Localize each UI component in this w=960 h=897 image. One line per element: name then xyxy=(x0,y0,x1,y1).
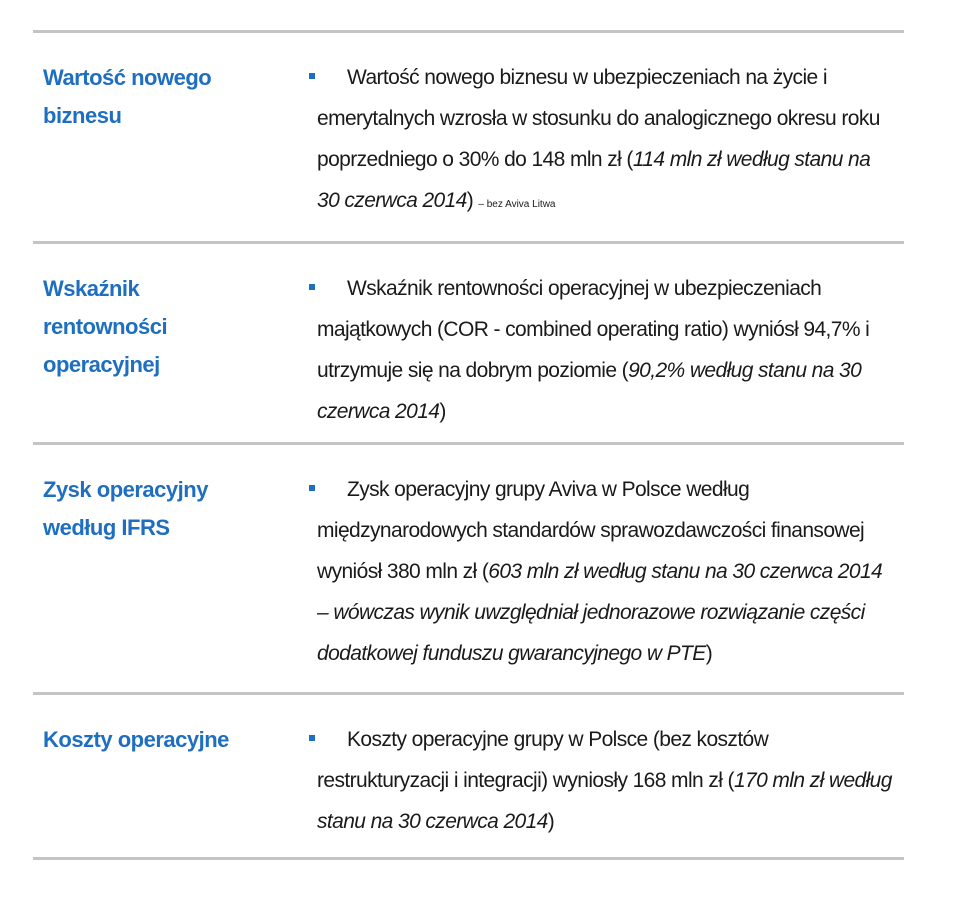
description-closing: ) xyxy=(466,189,479,212)
table-bottom-rule xyxy=(33,857,904,860)
description-italic: 90,2% według stanu na 30 czerwca 2014 xyxy=(317,359,862,423)
row-label: Zysk operacyjny według IFRS xyxy=(43,477,208,540)
table-row-new-business-value xyxy=(33,33,904,241)
description-text: Wskaźnik rentowności operacyjnej w ubezpieczeniach majątkowych (COR - combined operating ratio) wyniósł 94,7% i utrzymuje się na dobrym poziomie ( xyxy=(317,277,870,382)
row-description xyxy=(317,57,897,225)
table-row-operating-ratio xyxy=(33,244,904,442)
description-italic: 170 mln zł według stanu na 30 czerwca 2014 xyxy=(317,769,892,833)
row-label: Wartość nowego biznesu xyxy=(43,65,212,128)
bullet-icon xyxy=(309,284,315,290)
row-label: Wskaźnik rentowności operacyjnej xyxy=(43,276,168,377)
row-label: Koszty operacyjne xyxy=(43,727,229,752)
results-table xyxy=(33,0,904,860)
bullet-icon xyxy=(309,485,315,491)
description-italic: 603 mln zł według stanu na 30 czerwca 2014 – wówczas wynik uwzględniał jednorazowe rozwiązanie części dodatkowej funduszu gwarancyjnego w PTE xyxy=(317,560,883,665)
bullet-icon xyxy=(309,735,315,741)
description-text: Koszty operacyjne grupy w Polsce (bez kosztów restrukturyzacji i integracji) wyniosły 168 mln zł ( xyxy=(317,728,769,792)
description-closing: ) xyxy=(705,642,713,665)
description-text: Wartość nowego biznesu w ubezpieczeniach na życie i emerytalnych wzrosła w stosunku do analogicznego okresu roku poprzedniego o 30% do 148 mln zł ( xyxy=(317,66,880,171)
table-row-operating-costs xyxy=(33,695,904,857)
description-closing: ) xyxy=(439,400,446,423)
bullet-icon xyxy=(309,73,315,79)
row-description xyxy=(317,268,897,432)
description-text: Zysk operacyjny grupy Aviva w Polsce według międzynarodowych standardów sprawozdawczości finansowej wyniósł 380 mln zł ( xyxy=(317,478,865,583)
description-italic: 114 mln zł według stanu na 30 czerwca 2014 xyxy=(317,148,871,212)
row-description xyxy=(317,469,897,674)
row-description xyxy=(317,719,897,842)
description-closing: ) xyxy=(547,810,555,833)
table-row-operating-profit-ifrs xyxy=(33,445,904,692)
description-footnote: – bez Aviva Litwa xyxy=(478,199,556,210)
